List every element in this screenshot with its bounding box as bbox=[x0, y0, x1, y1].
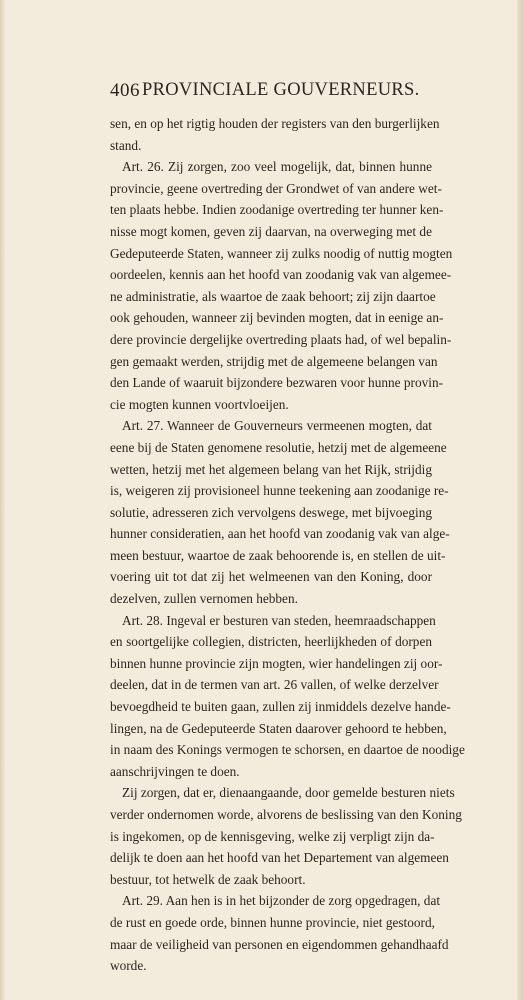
body-text bbox=[110, 113, 465, 977]
text-line: nisse mogt komen, geven zij daarvan, na overweging met de bbox=[110, 223, 432, 239]
article-27-start: Art. 27. Wanneer de Gouverneurs vermeenen mogten, dat bbox=[122, 418, 432, 434]
text-line: is ingekomen, op de kennisgeving, welke zij verpligt zijn da- bbox=[110, 828, 435, 844]
text-line: en soortgelijke collegien, districten, heerlijkheden of dorpen bbox=[110, 634, 432, 650]
text-line: provincie, geene overtreding der Grondwet of van andere wet- bbox=[110, 180, 442, 196]
text-line: voering uit tot dat zij het welmeenen van den Koning, door bbox=[110, 569, 432, 585]
text-line: ten plaats hebbe. Indien zoodanige overtreding ter hunner ken- bbox=[110, 202, 444, 218]
text-line: eene bij de Staten genomene resolutie, hetzij met de algemeene bbox=[110, 439, 447, 455]
text-line: oordeelen, kennis aan het hoofd van zoodanig vak van algemee- bbox=[110, 267, 452, 283]
text-line: de rust en goede orde, binnen hunne provincie, niet gestoord, bbox=[110, 914, 435, 930]
text-line: verder ondernomen worde, alvorens de beslissing van den Koning bbox=[110, 807, 462, 822]
text-line: solutie, adresseren zich vervolgens deswege, met bijvoeging bbox=[110, 504, 432, 520]
text-line: in naam des Konings vermogen te schorsen, en daartoe de noodige bbox=[110, 742, 465, 758]
page-header bbox=[110, 80, 430, 106]
article-26-start: Art. 26. Zij zorgen, zoo veel mogelijk, dat, binnen hunne bbox=[122, 159, 432, 175]
running-head: PROVINCIALE GOUVERNEURS. bbox=[142, 80, 420, 100]
text-line: cie mogten kunnen voortvloeijen. bbox=[110, 396, 289, 412]
text-line: den Lande of waaruit bijzondere bezwaren voor hunne provin- bbox=[110, 375, 444, 391]
text-line: ne administratie, als waartoe de zaak behoort; zij zijn daartoe bbox=[110, 288, 436, 304]
text-line: meen bestuur, waartoe de zaak behoorende is, en stellen de uit- bbox=[110, 547, 446, 563]
article-29-start: Art. 29. Aan hen is in het bijzonder de zorg opgedragen, dat bbox=[122, 893, 441, 909]
page-number: 406 bbox=[110, 80, 140, 101]
text-line: sen, en op het rigtig houden der registers van den burgerlijken bbox=[110, 116, 440, 131]
text-line: maar de veiligheid van personen en eigendommen gehandhaafd bbox=[110, 936, 449, 952]
page-left-edge bbox=[0, 0, 5, 1000]
page-right-edge bbox=[517, 0, 523, 1000]
text-line: dezelven, zullen vernomen hebben. bbox=[110, 591, 298, 607]
text-line: hunner consideratien, aan het hoofd van zoodanig vak van alge- bbox=[110, 526, 450, 542]
text-line: ook gehouden, wanneer zij bevinden mogten, dat in eenige an- bbox=[110, 310, 444, 326]
text-line: wetten, hetzij met het algemeen belang van het Rijk, strijdig bbox=[110, 461, 432, 477]
text-line: stand. bbox=[110, 137, 142, 153]
text-line: deelen, dat in de termen van art. 26 vallen, of welke derzelver bbox=[110, 677, 439, 693]
text-line: is, weigeren zij provisioneel hunne teekening aan zoodanige re- bbox=[110, 483, 449, 499]
text-line: dere provincie dergelijke overtreding plaats had, of wel bepalin- bbox=[110, 331, 452, 347]
text-line: gen gemaakt werden, strijdig met de algemeene belangen van bbox=[110, 353, 438, 369]
paragraph-start: Zij zorgen, dat er, dienaangaande, door gemelde besturen niets bbox=[122, 785, 455, 801]
article-28-start: Art. 28. Ingeval er besturen van steden, heemraadschappen bbox=[122, 612, 436, 628]
text-line: binnen hunne provincie zijn mogten, wier handelingen zij oor- bbox=[110, 655, 443, 671]
text-line: delijk te doen aan het hoofd van het Departement van algemeen bbox=[110, 850, 449, 866]
text-line: bevoegdheid te buiten gaan, zullen zij inmiddels dezelve hande- bbox=[110, 699, 451, 715]
text-line: worde. bbox=[110, 958, 147, 974]
text-line: aanschrijvingen te doen. bbox=[110, 763, 240, 779]
text-line: Gedeputeerde Staten, wanneer zij zulks noodig of nuttig mogten bbox=[110, 245, 453, 261]
text-line: bestuur, tot hetwelk de zaak behoort. bbox=[110, 871, 306, 887]
text-line: lingen, na de Gedeputeerde Staten daarover gehoord te hebben, bbox=[110, 720, 447, 736]
